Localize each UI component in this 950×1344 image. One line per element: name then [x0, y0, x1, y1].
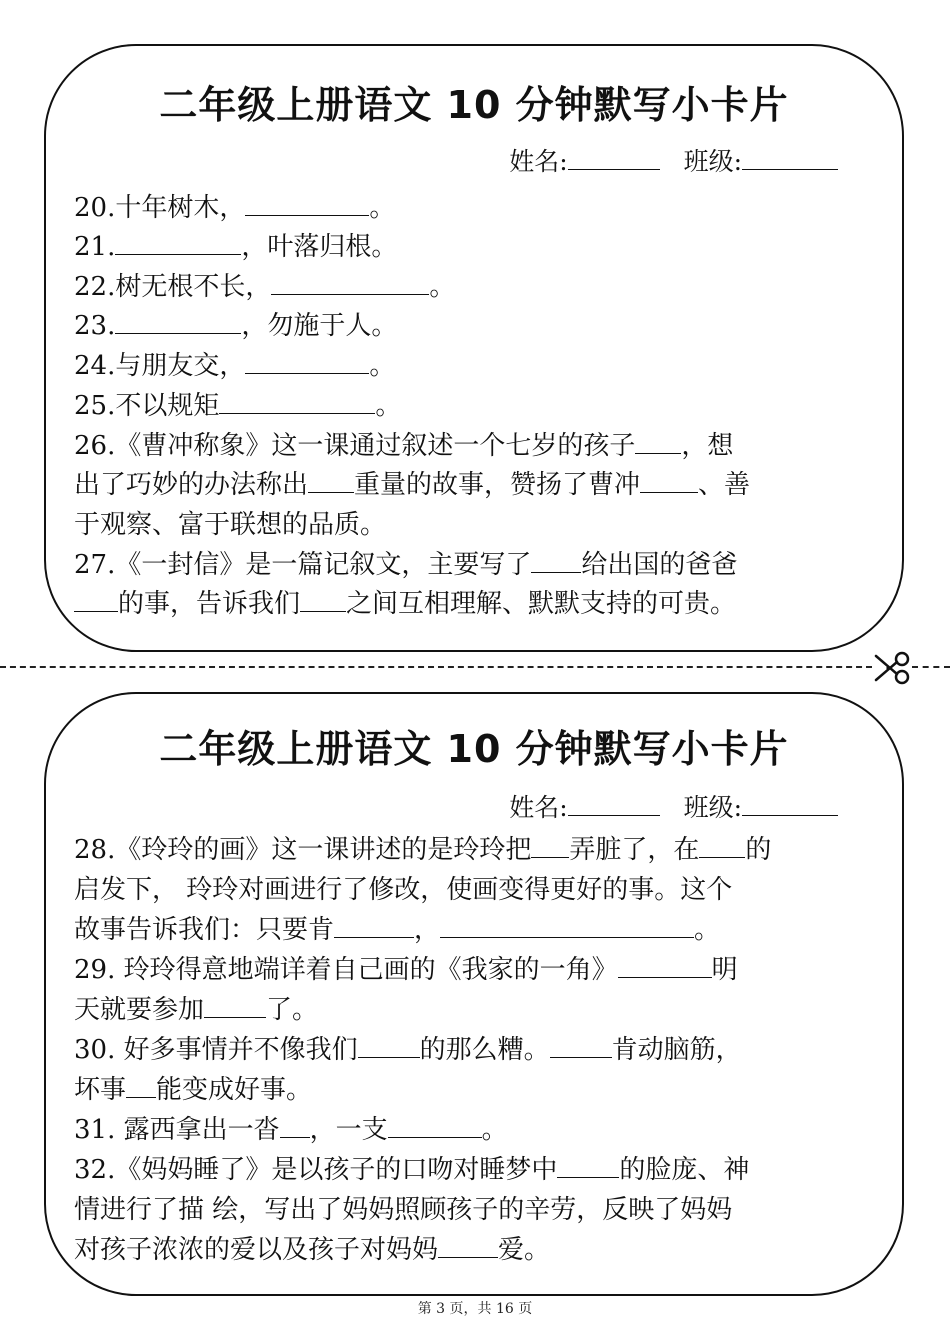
question-text: ，	[414, 915, 441, 945]
question-text: 的	[745, 835, 772, 865]
answer-blank[interactable]	[126, 1075, 156, 1098]
question-27-line-2	[74, 584, 736, 624]
answer-blank[interactable]	[635, 431, 681, 454]
answer-blank[interactable]	[74, 589, 118, 612]
question-text: 22.树无根不长，	[74, 272, 272, 302]
question-text: 26.《曹冲称象》这一课通过叙述一个七岁的孩子	[74, 431, 636, 461]
answer-blank[interactable]	[557, 1155, 619, 1178]
card-title: 二年级上册语文 10 分钟默写小卡片	[159, 83, 789, 127]
question-26-line-3	[74, 505, 386, 545]
question-text: 23.	[74, 311, 116, 341]
answer-blank[interactable]	[531, 835, 569, 858]
name-label: 姓名:	[509, 793, 568, 822]
question-text: ，想	[681, 431, 734, 461]
question-text: 32.《妈妈睡了》是以孩子的口吻对睡梦中	[74, 1155, 558, 1185]
name-class-row	[509, 788, 838, 824]
question-text: 的脸庞、神	[619, 1155, 750, 1185]
class-blank[interactable]	[742, 147, 838, 170]
question-text: 的事，告诉我们	[118, 589, 301, 619]
question-27-line-1	[74, 545, 737, 585]
question-26-line-1	[74, 426, 733, 466]
answer-blank[interactable]	[308, 470, 354, 493]
question-23	[74, 306, 397, 346]
answer-blank[interactable]	[115, 311, 241, 334]
answer-blank[interactable]	[550, 1035, 612, 1058]
question-32-line-3	[74, 1230, 550, 1270]
question-text: 启发下， 玲玲对画进行了修改，使画变得更好的事。这个	[74, 875, 733, 905]
question-text: 情进行了描 绘，写出了妈妈照顾孩子的辛劳，反映了妈妈	[74, 1195, 733, 1225]
question-text: 。	[481, 1115, 508, 1145]
question-text: 于观察、富于联想的品质。	[74, 510, 387, 540]
cut-line	[0, 666, 872, 668]
question-30-line-2	[74, 1070, 312, 1110]
question-32-line-1	[74, 1150, 749, 1190]
question-text: 出了巧妙的办法称出	[74, 470, 309, 500]
question-28-line-2	[74, 870, 732, 910]
answer-blank[interactable]	[115, 232, 241, 255]
question-20	[74, 188, 395, 228]
answer-blank[interactable]	[640, 470, 698, 493]
name-label: 姓名:	[509, 147, 568, 176]
dictation-card-1	[44, 44, 904, 652]
question-text: 24.与朋友交，	[74, 351, 246, 381]
answer-blank[interactable]	[438, 1235, 498, 1258]
question-text: ，一支	[309, 1115, 388, 1145]
question-25	[74, 386, 401, 426]
question-24	[74, 346, 395, 386]
question-text: 给出国的爸爸	[581, 550, 738, 580]
answer-blank[interactable]	[531, 550, 581, 573]
name-blank[interactable]	[568, 147, 660, 170]
question-text: 对孩子浓浓的爱以及孩子对妈妈	[74, 1235, 439, 1265]
question-21	[74, 227, 397, 267]
question-text: 天就要参加	[74, 995, 205, 1025]
question-text: 了。	[266, 995, 319, 1025]
answer-blank[interactable]	[245, 193, 369, 216]
page-footer: 第 3 页，共 16 页	[417, 1301, 533, 1317]
answer-blank[interactable]	[271, 272, 429, 295]
answer-blank[interactable]	[204, 995, 266, 1018]
question-28-line-1	[74, 830, 771, 870]
question-text: 30. 好多事情并不像我们	[74, 1035, 358, 1065]
class-label: 班级:	[683, 147, 742, 176]
question-text: 。	[369, 193, 396, 223]
question-28-line-3	[74, 910, 720, 950]
question-text: 重量的故事，赞扬了曹冲	[354, 470, 641, 500]
question-text: 肯动脑筋，	[611, 1035, 742, 1065]
question-text: 故事告诉我们：只要肯	[74, 915, 335, 945]
class-label: 班级:	[683, 793, 742, 822]
question-text: 。	[694, 915, 721, 945]
question-text: 28.《玲玲的画》这一课讲述的是玲玲把	[74, 835, 532, 865]
answer-blank[interactable]	[440, 915, 694, 938]
answer-blank[interactable]	[334, 915, 414, 938]
question-text: 29. 玲玲得意地端详着自己画的《我家的一角》	[74, 955, 618, 985]
answer-blank[interactable]	[358, 1035, 420, 1058]
question-text: 弄脏了，在	[569, 835, 700, 865]
cut-line-end	[912, 666, 950, 668]
question-text: 能变成好事。	[156, 1075, 313, 1105]
answer-blank[interactable]	[388, 1115, 482, 1138]
class-blank[interactable]	[742, 793, 838, 816]
answer-blank[interactable]	[280, 1115, 310, 1138]
question-text: 。	[375, 391, 402, 421]
question-text: ，叶落归根。	[241, 232, 398, 262]
question-22	[74, 267, 455, 307]
name-class-row	[509, 142, 838, 178]
dictation-card-2	[44, 692, 904, 1296]
answer-blank[interactable]	[618, 955, 712, 978]
question-29-line-1	[74, 950, 738, 990]
question-32-line-2	[74, 1190, 732, 1230]
question-text: 坏事	[74, 1075, 127, 1105]
question-text: ，勿施于人。	[241, 311, 398, 341]
scissors-icon	[872, 650, 912, 686]
question-text: 之间互相理解、默默支持的可贵。	[346, 589, 737, 619]
question-29-line-2	[74, 990, 318, 1030]
question-text: 、善	[698, 470, 751, 500]
question-text: 。	[429, 272, 456, 302]
question-text: 25.不以规矩	[74, 391, 220, 421]
name-blank[interactable]	[568, 793, 660, 816]
answer-blank[interactable]	[699, 835, 745, 858]
question-text: 。	[369, 351, 396, 381]
question-30-line-1	[74, 1030, 742, 1070]
question-31	[74, 1110, 508, 1150]
answer-blank[interactable]	[245, 351, 369, 374]
question-text: 21.	[74, 232, 116, 262]
question-text: 31. 露西拿出一沓	[74, 1115, 280, 1145]
answer-blank[interactable]	[300, 589, 346, 612]
question-text: 20.十年树木，	[74, 193, 246, 223]
question-text: 27.《一封信》是一篇记叙文，主要写了	[74, 550, 532, 580]
card-title: 二年级上册语文 10 分钟默写小卡片	[159, 727, 789, 771]
question-text: 爱。	[498, 1235, 551, 1265]
question-26-line-2	[74, 465, 750, 505]
question-text: 的那么糟。	[419, 1035, 550, 1065]
question-text: 明	[711, 955, 738, 985]
answer-blank[interactable]	[219, 391, 375, 414]
